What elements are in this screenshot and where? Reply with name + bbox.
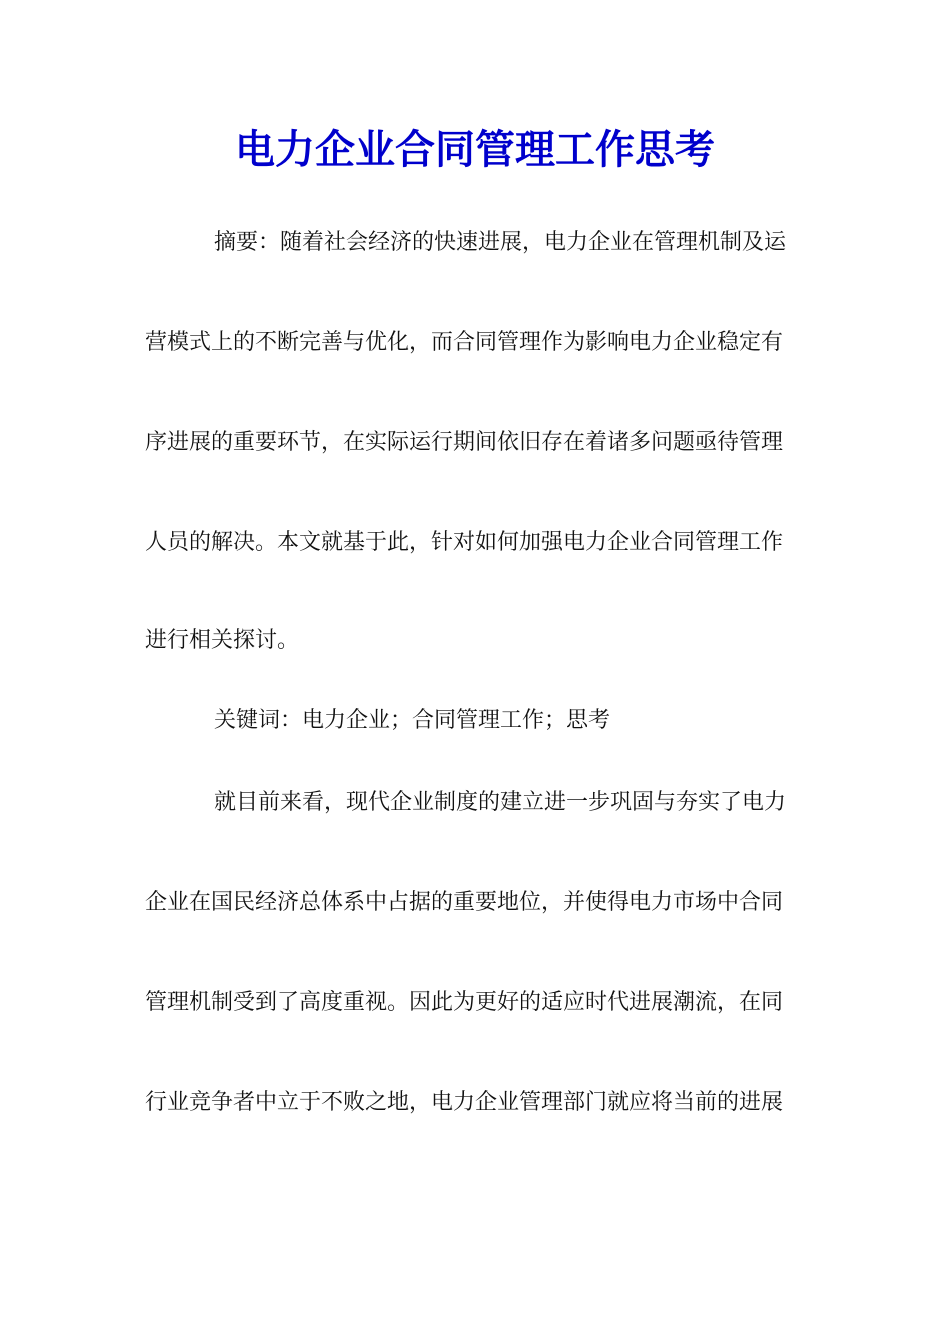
- abstract-line-4: 人员的解决。本文就基于此，针对如何加强电力企业合同管理工作: [145, 530, 784, 555]
- abstract-line-1: 摘要：随着社会经济的快速进展，电力企业在管理机制及运: [214, 230, 787, 255]
- abstract-line-5: 进行相关探讨。: [145, 628, 300, 653]
- body-line-4: 行业竞争者中立于不败之地，电力企业管理部门就应将当前的进展: [145, 1090, 784, 1115]
- body-line-3: 管理机制受到了高度重视。因此为更好的适应时代进展潮流，在同: [145, 990, 784, 1015]
- abstract-line-2: 营模式上的不断完善与优化，而合同管理作为影响电力企业稳定有: [145, 330, 784, 355]
- keywords-line: 关键词：电力企业；合同管理工作；思考: [214, 708, 611, 733]
- document-title: 电力企业合同管理工作思考: [235, 127, 715, 173]
- body-line-2: 企业在国民经济总体系中占据的重要地位，并使得电力市场中合同: [145, 890, 784, 915]
- abstract-line-3: 序进展的重要环节，在实际运行期间依旧存在着诸多问题亟待管理: [145, 430, 784, 455]
- body-line-1: 就目前来看，现代企业制度的建立进一步巩固与夯实了电力: [214, 790, 787, 815]
